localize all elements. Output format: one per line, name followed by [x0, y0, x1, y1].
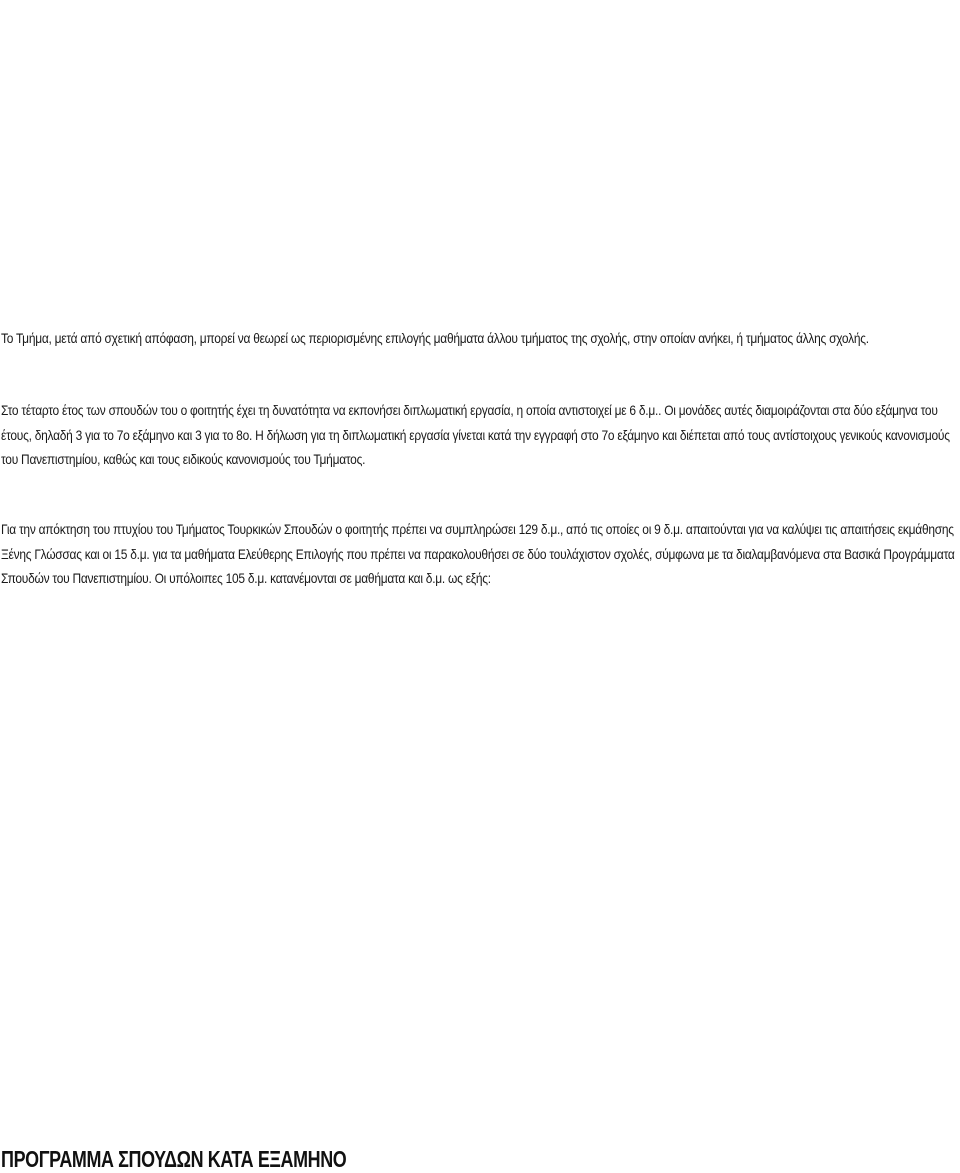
degree-text-block: Για την απόκτηση του πτυχίου του Τμήματος Τουρκικών Σπουδών ο φοιτητής πρέπει να συμπληρώσει 129 δ.μ., από τις οποίες οι 9 δ.μ. απαιτούνται για να καλύψει τις απαιτήσεις εκμάθησης Ξένης Γλώσσας και οι 15 δ.μ. για τα μαθήματα Ελεύθερης Επιλογής που πρέπει να παρακολουθήσει σε δύο τουλάχιστον σχολές, σύμφωνα με τα διαλαμβανόμενα στα Βασικά Προγράμματα Σπουδών του Πανεπιστημίου. Οι υπόλοιπες 105 δ.μ. κατανέμονται σε μαθήματα και δ.μ. ως εξής:: [1, 521, 955, 586]
page-heading: ΠΡΟΓΡΑΜΜΑ ΣΠΟΥΔΩΝ ΚΑΤΑ ΕΞΑΜΗΝΟ: [1, 1146, 347, 1172]
department-text-block: Το Τμήμα, μετά από σχετική απόφαση, μπορεί να θεωρεί ως περιορισμένης επιλογής μαθήματα άλλου τμήματος της σχολής, στην οποίαν ανήκει, ή τμήματος άλλης σχολής.: [1, 330, 869, 346]
thesis-text-block: Στο τέταρτο έτος των σπουδών του ο φοιτητής έχει τη δυνατότητα να εκπονήσει διπλωματική εργασία, η οποία αντιστοιχεί με 6 δ.μ.. Οι μονάδες αυτές διαμοιράζονται στα δύο εξάμηνα του έτους, δηλαδή 3 για το 7ο εξάμηνο και 3 για το 8ο. Η δήλωση για τη διπλωματική εργασία γίνεται κατά την εγγραφή στο 7ο εξάμηνο και διέπεται από τους αντίστοιχους γενικούς κανονισμούς του Πανεπιστημίου, καθώς και τους ειδικούς κανονισμούς του Τμήματος.: [1, 402, 950, 467]
